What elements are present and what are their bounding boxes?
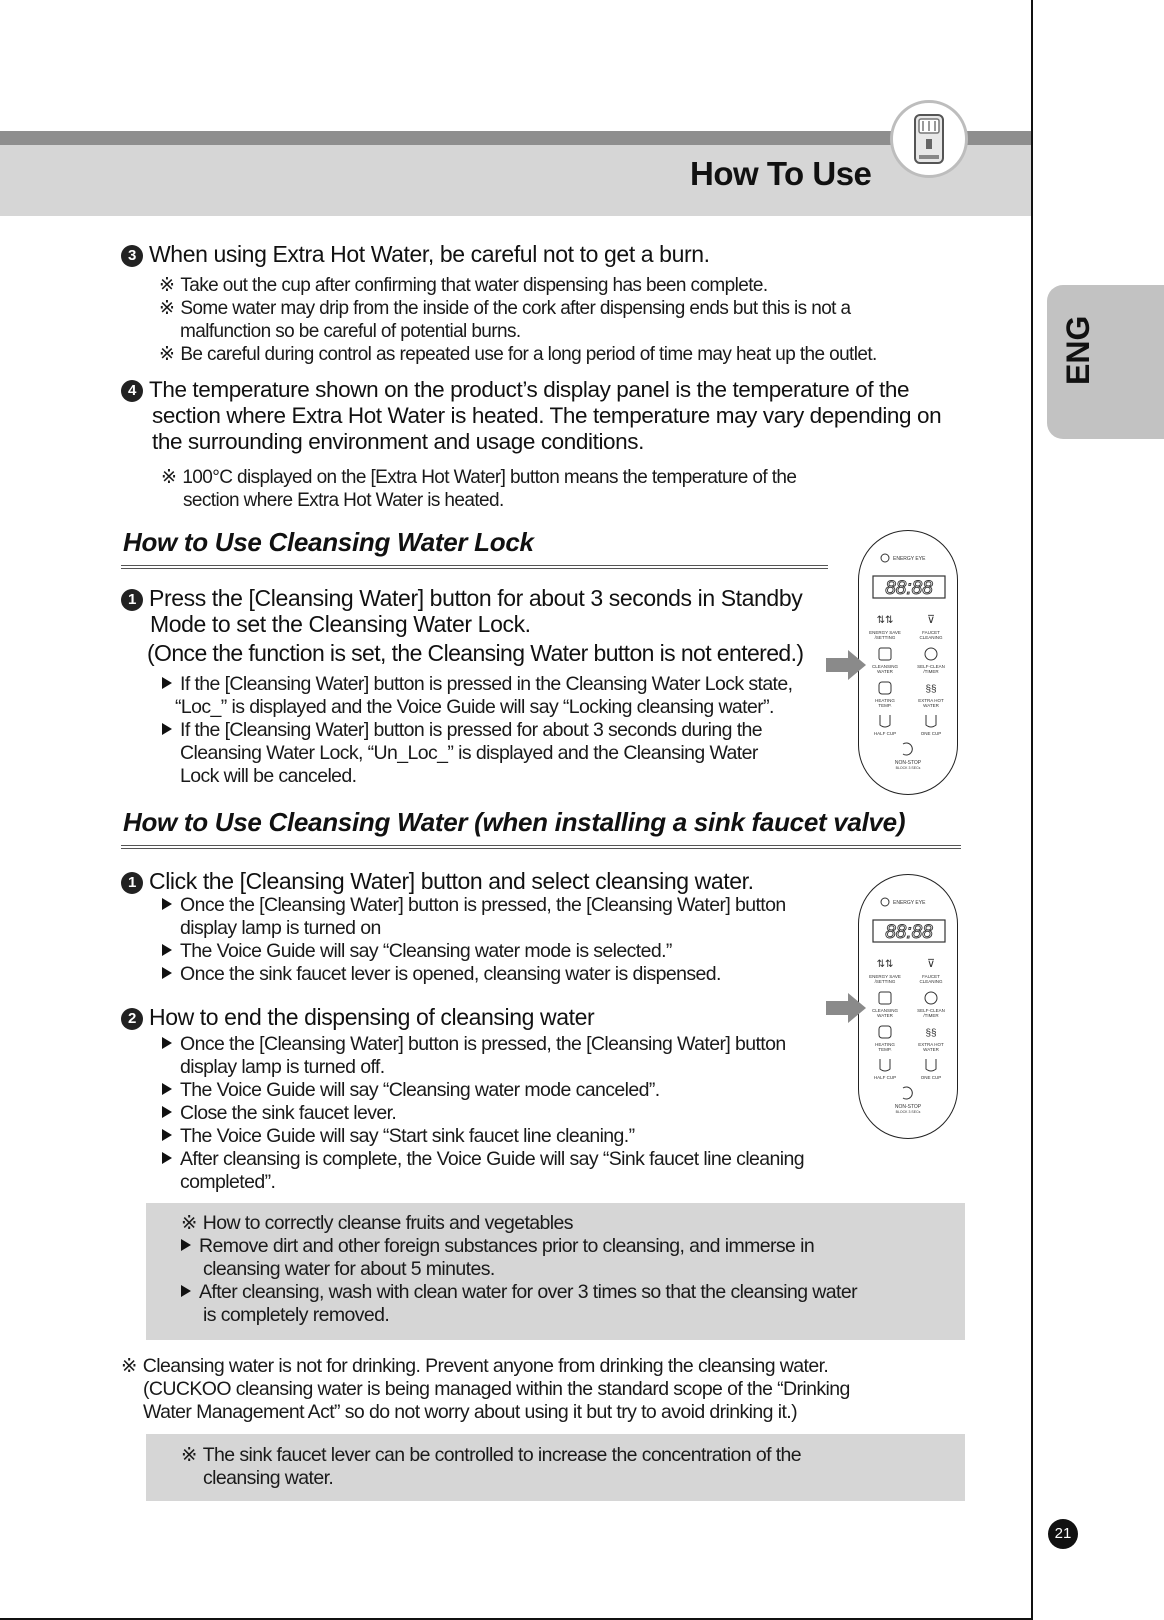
self-clean-icon — [925, 648, 937, 660]
number-badge: 3 — [121, 245, 143, 267]
lock-bullets: If the [Cleansing Water] button is pressed in the Cleansing Water Lock state, “Loc_” is displayed and the Voice Guide will say “Locking cleansing water”. If the [Cleansing Water] button is pressed for about 3 seconds during the Cleansing Water Lock, “Un_Loc_” is displayed and the Cleansing Water Lock will be canceled. — [162, 673, 792, 788]
svg-text:SELF-CLEAN: SELF-CLEAN — [917, 664, 945, 669]
svg-text:NON-STOP: NON-STOP — [894, 1104, 922, 1110]
faucet-icon: ⊽ — [926, 958, 936, 970]
svg-text:ONE CUP: ONE CUP — [920, 731, 942, 736]
faucet-step2-heading: 2 How to end the dispensing of cleansing water — [121, 1004, 594, 1030]
svg-text:WATER: WATER — [877, 669, 893, 674]
number-badge: 1 — [121, 872, 143, 894]
extra-hot-icon: §§ — [925, 1028, 937, 1039]
faucet-step1-heading: 1 Click the [Cleansing Water] button and select cleansing water. — [121, 868, 754, 894]
note-line: malfunction so be careful of potential burns. — [180, 321, 521, 342]
svg-text:/TIMER: /TIMER — [923, 669, 939, 674]
bullet-item: After cleansing, wash with clean water for over 3 times so that the cleansing water — [181, 1281, 857, 1304]
section-title-lock: How to Use Cleansing Water Lock — [123, 527, 534, 557]
svg-text:CLEANSING: CLEANSING — [871, 1008, 899, 1013]
energy-eye-label: ENERGY EYE — [893, 556, 926, 562]
control-panel-diagram — [858, 874, 958, 1139]
extra-hot-icon: §§ — [925, 684, 937, 695]
item3-heading: 3 When using Extra Hot Water, be careful not to get a burn. — [121, 241, 710, 267]
bullet-item: Remove dirt and other foreign substances prior to cleansing, and immerse in — [181, 1235, 857, 1258]
number-badge: 1 — [121, 589, 143, 611]
right-margin-rule — [1031, 0, 1033, 1620]
svg-text:CLEANSING: CLEANSING — [871, 664, 899, 669]
one-cup-icon — [926, 715, 936, 727]
note-line: ※ Be careful during control as repeated use for a long period of time may heat up the outlet. — [159, 344, 877, 365]
non-stop-icon — [903, 743, 912, 755]
number-badge: 2 — [121, 1008, 143, 1030]
bullet-item: The Voice Guide will say “Cleansing water mode canceled”. — [162, 1079, 804, 1102]
cleansing-water-icon — [879, 992, 891, 1004]
svg-text:WATER: WATER — [877, 1013, 893, 1018]
svg-text:HALF CUP: HALF CUP — [873, 731, 897, 736]
pointer-arrow-head — [848, 993, 866, 1023]
pointer-arrow — [826, 658, 848, 672]
lock-step1-heading: 1 Press the [Cleansing Water] button for about 3 seconds in Standby Mode to set the Cleansing Water Lock. — [121, 585, 802, 637]
faucet-icon: ⊽ — [926, 614, 936, 626]
language-tab-label: ENG — [1060, 315, 1096, 385]
half-cup-icon — [880, 715, 890, 727]
pointer-arrow — [826, 1001, 848, 1015]
non-stop-icon — [903, 1087, 912, 1099]
bullet-item: The Voice Guide will say “Start sink faucet line cleaning.” — [162, 1125, 804, 1148]
energy-save-icon: ⇅⇅ — [876, 615, 894, 626]
svg-text:WATER: WATER — [923, 1047, 939, 1052]
item3-notes — [159, 274, 877, 366]
bullet-item: Once the [Cleansing Water] button is pressed, the [Cleansing Water] button — [162, 1033, 804, 1056]
bullet-item: The Voice Guide will say “Cleansing water mode is selected.” — [162, 940, 786, 963]
section-rule — [121, 845, 961, 849]
svg-text:/TIMER: /TIMER — [923, 1013, 939, 1018]
svg-text:ONE CUP: ONE CUP — [920, 1075, 942, 1080]
svg-text:CLEANING: CLEANING — [919, 979, 943, 984]
svg-text:CLEANING: CLEANING — [919, 635, 943, 640]
bullet-item: “Loc_” is displayed and the Voice Guide will say “Locking cleansing water”. — [175, 696, 774, 718]
svg-text:BLOCK 3 SECs: BLOCK 3 SECs — [895, 766, 921, 770]
svg-text:/SETTING: /SETTING — [874, 635, 896, 640]
number-badge: 4 — [121, 380, 143, 402]
self-clean-icon — [925, 992, 937, 1004]
drinking-warning: ※ Cleansing water is not for drinking. Prevent anyone from drinking the cleansing water. (CUCKOO cleansing water is being managed within the standard scope of the “Drinking Water Management Act” so do not worry about using it but try to avoid drinking it.) — [121, 1355, 850, 1423]
svg-text:EXTRA HOT: EXTRA HOT — [918, 698, 944, 703]
header-strip — [0, 131, 1031, 145]
svg-text:TEMP.: TEMP. — [878, 1047, 892, 1052]
half-cup-icon — [880, 1059, 890, 1071]
svg-text:HEATING: HEATING — [875, 1042, 895, 1047]
faucet-step2-bullets: Once the [Cleansing Water] button is pressed, the [Cleansing Water] button display lamp is turned off. The Voice Guide will say “Cleansing water mode canceled”. Close the sink faucet lever. The Voice Guide will say “Start sink faucet line cleaning.” After cleansing is complete, the Voice Guide will say “Sink faucet line cleaning completed”. — [162, 1033, 804, 1194]
display-digits: 88:88 — [885, 922, 933, 943]
section-rule — [121, 565, 828, 569]
header-band — [0, 145, 1031, 216]
bullet-item: If the [Cleansing Water] button is pressed in the Cleansing Water Lock state, — [162, 673, 792, 696]
item4-notes: ※ 100°C displayed on the [Extra Hot Water] button means the temperature of the section where Extra Hot Water is heated. — [161, 467, 797, 511]
svg-text:BLOCK 3 SECs: BLOCK 3 SECs — [895, 1110, 921, 1114]
heating-temp-icon — [879, 1026, 891, 1038]
svg-text:NON-STOP: NON-STOP — [894, 760, 922, 766]
section-title-faucet: How to Use Cleansing Water (when installing a sink faucet valve) — [123, 807, 906, 837]
page-title: How To Use — [690, 155, 872, 192]
svg-text:/SETTING: /SETTING — [874, 979, 896, 984]
fruit-vegetable-tips: ※ How to correctly cleanse fruits and vegetables Remove dirt and other foreign substances prior to cleansing, and immerse in cleansing water for about 5 minutes. After cleansing, wash with clean water for over 3 times so that the cleansing water is completely removed. — [181, 1212, 857, 1326]
svg-text:HEATING: HEATING — [875, 698, 895, 703]
svg-text:ENERGY SAVE: ENERGY SAVE — [869, 974, 901, 979]
svg-text:SELF-CLEAN: SELF-CLEAN — [917, 1008, 945, 1013]
svg-text:HALF CUP: HALF CUP — [873, 1075, 897, 1080]
bullet-item: If the [Cleansing Water] button is pressed for about 3 seconds during the — [162, 719, 792, 742]
lock-paren-note: (Once the function is set, the Cleansing Water button is not entered.) — [147, 640, 804, 666]
note-line: ※ Take out the cup after confirming that water dispensing has been complete. — [159, 275, 768, 296]
svg-text:FAUCET: FAUCET — [922, 630, 940, 635]
one-cup-icon — [926, 1059, 936, 1071]
display-digits: 88:88 — [885, 578, 933, 599]
bullet-item: Once the sink faucet lever is opened, cleansing water is dispensed. — [162, 963, 786, 986]
cleansing-water-icon — [879, 648, 891, 660]
svg-text:TEMP.: TEMP. — [878, 703, 892, 708]
bullet-item: Close the sink faucet lever. — [162, 1102, 804, 1125]
svg-text:ENERGY SAVE: ENERGY SAVE — [869, 630, 901, 635]
water-purifier-icon — [890, 100, 968, 178]
pointer-arrow-head — [848, 650, 866, 680]
svg-text:FAUCET: FAUCET — [922, 974, 940, 979]
bullet-item: After cleansing is complete, the Voice Guide will say “Sink faucet line cleaning — [162, 1148, 804, 1171]
svg-text:EXTRA HOT: EXTRA HOT — [918, 1042, 944, 1047]
energy-eye-label: ENERGY EYE — [893, 900, 926, 906]
bullet-item: Once the [Cleansing Water] button is pressed, the [Cleansing Water] button — [162, 894, 786, 917]
lever-tip: ※ The sink faucet lever can be controlled to increase the concentration of the cleansing water. — [181, 1444, 802, 1489]
control-panel-diagram — [858, 530, 958, 795]
page-number: 21 — [1048, 1519, 1078, 1549]
energy-save-icon: ⇅⇅ — [876, 959, 894, 970]
item4-heading: 4 The temperature shown on the product’s display panel is the temperature of the section where Extra Hot Water is heated. The temperature may vary depending on the surrounding environment and usage conditions. — [121, 377, 941, 455]
heating-temp-icon — [879, 682, 891, 694]
note-line: ※ Some water may drip from the inside of the cork after dispensing ends but this is not a — [159, 298, 851, 319]
svg-text:WATER: WATER — [923, 703, 939, 708]
faucet-step1-bullets: Once the [Cleansing Water] button is pressed, the [Cleansing Water] button display lamp is turned on The Voice Guide will say “Cleansing water mode is selected.” Once the sink faucet lever is opened, cleansing water is dispensed. — [162, 894, 786, 986]
